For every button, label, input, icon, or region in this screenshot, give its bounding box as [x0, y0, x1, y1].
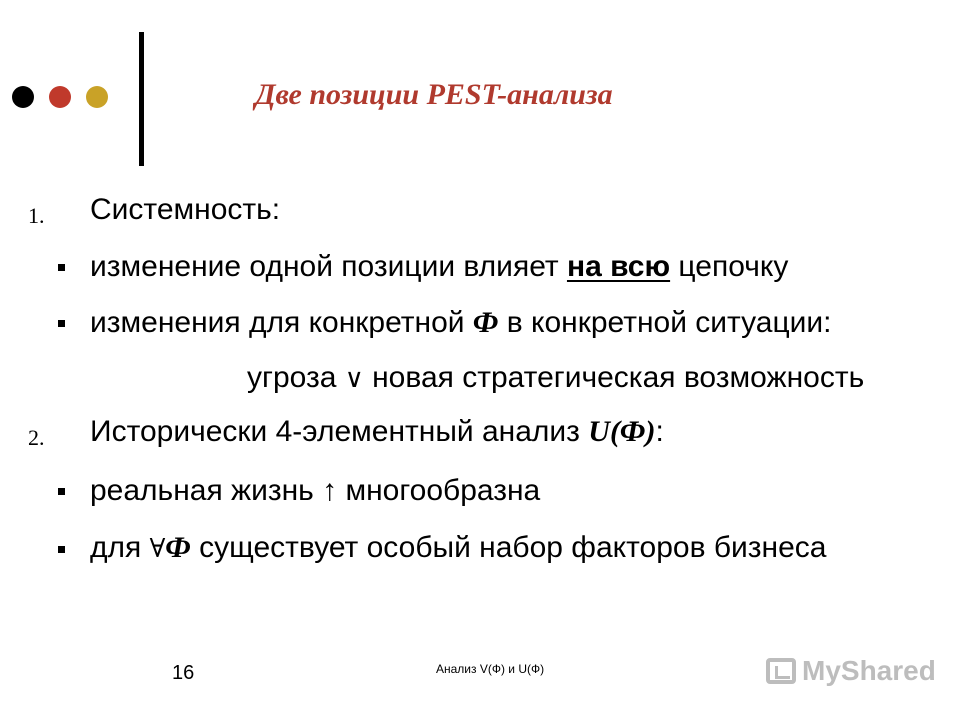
- bullet1-text-before: изменение одной позиции влияет: [90, 250, 567, 283]
- item2-number: 2.: [28, 425, 45, 450]
- bullet-marker: [58, 264, 65, 271]
- item1-bullet1: [90, 250, 788, 284]
- forall-symbol: ∀: [149, 534, 166, 564]
- or-symbol: ∨: [344, 364, 364, 394]
- decorative-dots: [12, 86, 108, 108]
- bullet-marker: [58, 546, 65, 553]
- up-arrow-icon: ↑: [322, 474, 338, 507]
- item2-heading: [90, 415, 664, 449]
- item2-bullet1-before: реальная жизнь: [90, 474, 323, 507]
- presentation-icon: [766, 658, 796, 684]
- item1-bullet2: [90, 306, 832, 340]
- continuation-after: новая стратегическая возможность: [363, 361, 865, 394]
- item2-bullet1-after: многообразна: [337, 474, 541, 507]
- vertical-divider: [139, 32, 144, 166]
- footer-text: Анализ V(Ф) и U(Ф): [436, 662, 545, 676]
- item2-bullet2-symbol: Ф: [165, 531, 191, 564]
- red-dot: [49, 86, 71, 108]
- item1-number: 1.: [28, 203, 45, 228]
- continuation-before: угроза: [247, 361, 345, 394]
- logo-text: MyShared: [802, 655, 936, 686]
- bullet2-text-before: изменения для конкретной: [90, 306, 473, 339]
- bullet1-emphasis: на всю: [566, 250, 671, 283]
- item1-heading: Системность:: [90, 193, 281, 226]
- bullet1-text-after: цепочку: [670, 250, 789, 283]
- item2-heading-before: Исторически 4-элементный анализ: [90, 415, 589, 448]
- item2-bullet1: [90, 474, 540, 508]
- item2-bullet2-before: для: [90, 531, 150, 564]
- bullet2-symbol: Ф: [472, 306, 499, 339]
- item2-heading-symbol: U(Ф): [588, 415, 656, 448]
- bullet2-text-after: в конкретной ситуации:: [498, 306, 832, 339]
- item2-bullet2-after: существует особый набор факторов бизнеса: [190, 531, 827, 564]
- black-dot: [12, 86, 34, 108]
- item2-bullet2: [90, 531, 827, 565]
- bullet-marker: [58, 320, 65, 327]
- bullet-marker: [58, 488, 65, 495]
- item2-heading-after: :: [655, 415, 664, 448]
- watermark-logo: [766, 655, 936, 687]
- page-number: 16: [172, 662, 195, 684]
- slide-title: Две позиции PEST-анализа: [255, 78, 613, 111]
- item1-continuation: [247, 361, 864, 395]
- gold-dot: [86, 86, 108, 108]
